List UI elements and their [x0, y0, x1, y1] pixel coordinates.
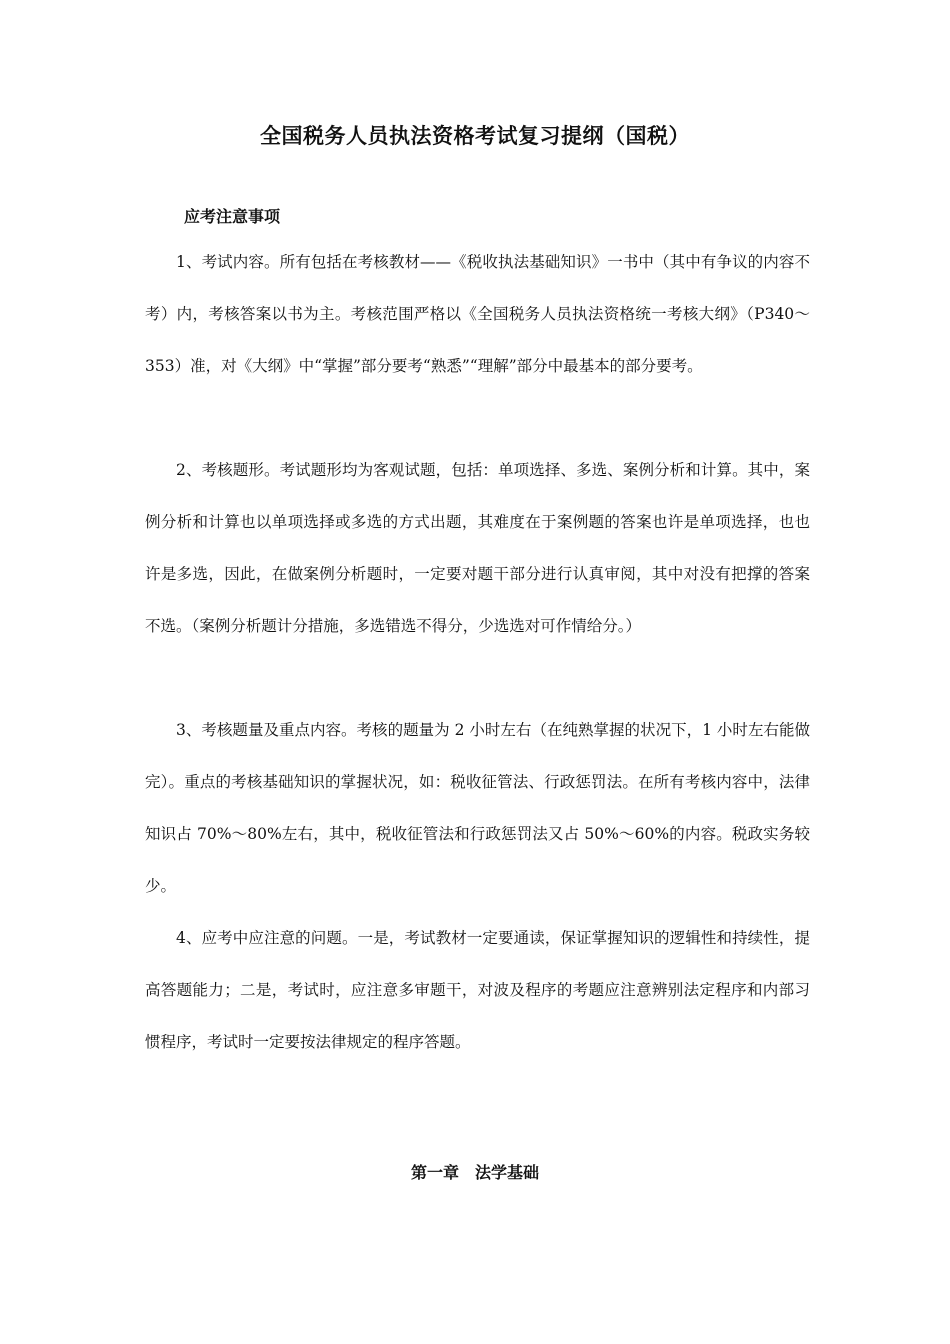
body-paragraph-3: 3、考核题量及重点内容。考核的题量为 2 小时左右（在纯熟掌握的状况下，1 小时左右能做完）。重点的考核基础知识的掌握状况，如：税收征管法、行政惩罚法。在所有考核内容中，法律知识占 70%～80%左右，其中，税收征管法和行政惩罚法又占 50%～60%的内容。税政实务较少。	[145, 721, 810, 895]
document-title: 全国税务人员执法资格考试复习提纲（国税）	[260, 124, 690, 148]
section-heading: 应考注意事项	[184, 207, 281, 226]
body-paragraph-3-container	[145, 704, 810, 912]
chapter-heading: 第一章 法学基础	[410, 1163, 539, 1182]
body-paragraph-4: 4、应考中应注意的问题。一是，考试教材一定要通读，保证掌握知识的逻辑性和持续性，提高答题能力；二是，考试时，应注意多审题干，对波及程序的考题应注意辨别法定程序和内部习惯程序，考试时一定要按法律规定的程序答题。	[145, 929, 810, 1051]
body-paragraph-1-container	[145, 236, 810, 392]
body-paragraph-4-container	[145, 912, 810, 1068]
body-paragraph-2: 2、考核题形。考试题形均为客观试题，包括：单项选择、多选、案例分析和计算。其中，案例分析和计算也以单项选择或多选的方式出题，其难度在于案例题的答案也许是单项选择，也也许是多选，因此，在做案例分析题时，一定要对题干部分进行认真审阅，其中对没有把撑的答案不选。（案例分析题计分措施，多选错选不得分，少选选对可作情给分。）	[145, 461, 810, 635]
body-paragraph-1: 1、考试内容。所有包括在考核教材——《税收执法基础知识》一书中（其中有争议的内容不考）内，考核答案以书为主。考核范围严格以《全国税务人员执法资格统一考核大纲》（P340～353）准，对《大纲》中“掌握”部分要考“熟悉”“理解”部分中最基本的部分要考。	[145, 253, 810, 375]
body-paragraph-2-container	[145, 444, 810, 652]
